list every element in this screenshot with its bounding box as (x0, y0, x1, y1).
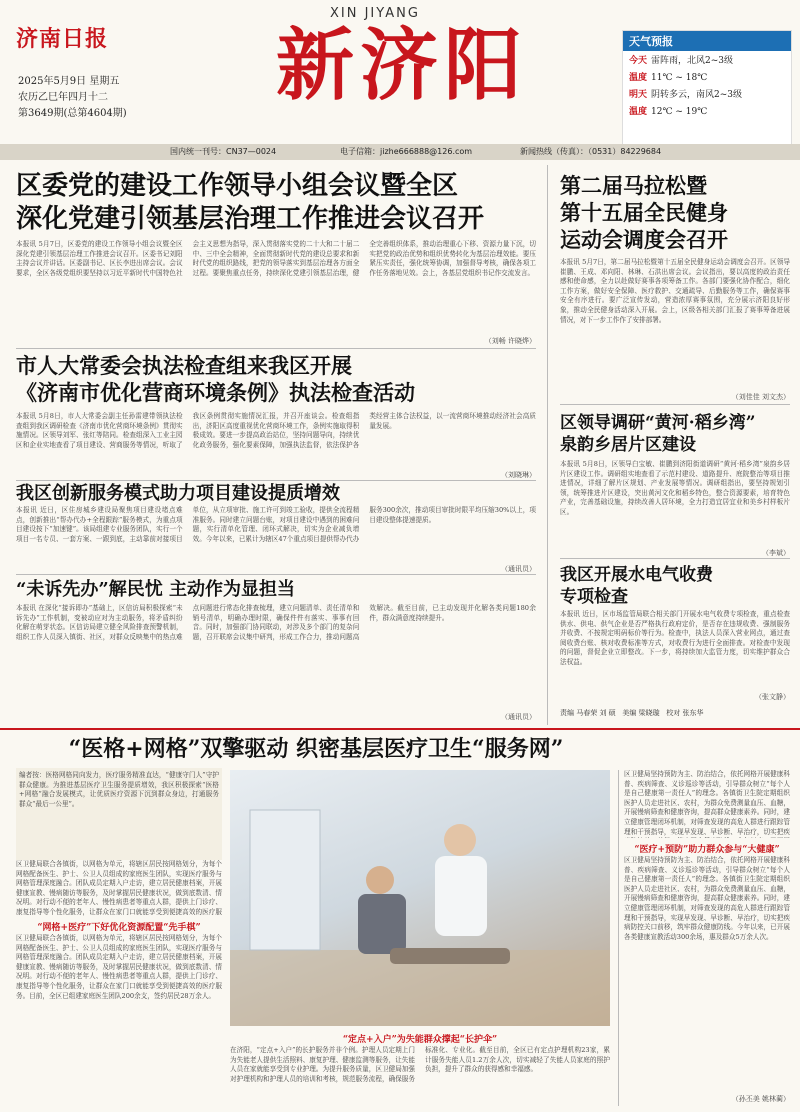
feature-body-left: 区卫健局联合各镇街，以网格为单元，将辖区居民按网格划分，为每个网格配备医生、护士、公卫人员组成的家庭医生团队，实现医疗服务与网格管理深度融合。团队成员定期入户走访，建立居民健康档案，开展健康宣教、慢病随访等服务，及时掌握居民健康状况，做到底数清、情况明。对行动不便的老年人、慢性病患者等重点人群，提供上门诊疗、康复指导等个性化服务，让群众在家门口就能享受到便捷高效的医疗服务。目前，全区已组建家庭医生团队200余支，签约居民28万余人。 (16, 934, 222, 1000)
sign-a8: （孙丕美 姚林蔺） (731, 1095, 790, 1103)
feature-body-right: 区卫健局坚持预防为主、防治结合，依托网格开展健康科普、疾病筛查、义诊巡诊等活动，引导群众树立“每个人是自己健康第一责任人”的理念。各镇街卫生院定期组织医护人员走进社区、农村，为群众免费测量血压、血糖，开展慢病筛查和健康咨询，提高群众健康素养。同时，建立健康管理闭环机制，对筛查发现的高危人群进行跟踪管理和干预指导，实现早发现、早诊断、早治疗，切实把疾病防控关口前移，筑牢群众健康防线。今年以来，已开展各类健康宣教活动300余场，惠及群众5万余人次。 (624, 856, 790, 941)
sign-a1: （刘畅 许晓烨） (484, 337, 536, 345)
sign-a7: （张文静） (755, 693, 790, 701)
weather-tomorrow: 明天 阴转多云，南风2~3级 (629, 90, 743, 100)
info-bar (0, 144, 800, 160)
editor-credits: 责编 马春荣 刘 硕 美编 梁晓璇 校对 张东华 (560, 709, 704, 717)
cn-number: 国内统一刊号：CN37—0024 (170, 147, 277, 156)
article-utility-fees: 本报讯 近日，区市场监管局联合相关部门开展水电气收费专项检查，重点检查供水、供电、供气企业是否严格执行政府定价，是否存在违规收费、强制服务并收费、不按规定明码标价等行为。检查中，执法人员深入营业网点，通过查阅收费台账、核对收费标准等方式，对收费行为进行全面排查。对检查中发现的问题，督促企业立即整改。下一步，将持续加大监管力度，切实维护群众合法权益。 (560, 610, 790, 666)
photo-illustration (230, 770, 610, 1026)
news-photo (230, 770, 610, 1026)
headline-rice-bay: 区领导调研“黄河·稻乡湾” 泉韵乡居片区建设 (560, 413, 756, 455)
divider (560, 558, 790, 559)
newspaper-logo: 济南日报 (16, 26, 109, 52)
weather-today: 今天 雷阵雨，北风2~3级 (629, 56, 734, 66)
divider (16, 480, 536, 481)
weather-heading: 天气预报 (623, 31, 791, 51)
headline-proactive-petition: “未诉先办”解民忧 主动作为显担当 (16, 579, 295, 600)
article-party-meeting: 本报讯 5月7日，区委党的建设工作领导小组会议暨全区深化党建引领基层治理工作推进会议召开。区委书记刘阳主持会议并讲话。区委副书记、区长李进出席会议。会议要求，全区各级党组织要坚持以习近平新时代中国特色社会主义思想为指导，深入贯彻落实党的二十大和二十届二中、三中全会精神，全面贯彻新时代党的建设总要求和新时代党的组织路线，把党的领导落实到基层治理各方面全过程。要聚焦重点任务，持续深化党建引领基层治理，健全完善组织体系，推动治理重心下移、资源力量下沉，切实把党的政治优势和组织优势转化为基层治理效能。要压紧压实责任，强化统筹协调，加强督导考核，确保各项工作任务落地见效。会上，各基层党组织书记作交流发言。 (16, 240, 536, 277)
subhead-prevention: “医疗+预防”助力群众参与“大健康” (634, 845, 780, 855)
sign-a5: （通讯员） (501, 565, 536, 573)
editor-note: 编者按：医格网格同向发力，医疗服务精准直达，“健康守门人”守护群众健康。为推进基层医疗卫生服务提质增效，我区积极探索“医格+网格”融合发展模式，让优质医疗资源下沉到群众身边，打通服务群众“最后一公里”。 (16, 768, 222, 860)
sign-a6: （通讯员） (501, 713, 536, 721)
headline-law-inspection: 市人大常委会执法检查组来我区开展 《济南市优化营商环境条例》执法检查活动 (16, 353, 415, 405)
weather-today-temp: 温度 11℃ ~ 18℃ (629, 73, 708, 83)
article-law-inspection: 本报讯 5月8日，市人大常委会副主任孙雷建带领执法检查组到我区调研检查《济南市优化营商环境条例》贯彻实施情况。区领导刘军、张红等陪同。检查组深入工业主园区和企业实地查看了项目建设、营商服务等情况，听取了我区条例贯彻实施情况汇报，并召开座谈会。检查组指出，济阳区高度重视优化营商环境工作，条例实施取得积极成效。要进一步提高政治站位，坚持问题导向，持续优化政务服务，强化要素保障，加强执法监督，依法保护各类经营主体合法权益，以一流营商环境推动经济社会高质量发展。 (16, 412, 536, 449)
sign-a3: （李斌） (762, 549, 790, 557)
article-marathon: 本报讯 5月7日，第二届马拉松暨第十五届全民健身运动会调度会召开。区领导崔鹏、王成、邓向阳、林琳、石洪出席会议。会议指出，要以高度的政治责任感和使命感，全力以赴做好赛事各项筹备工作。各部门要强化协作配合，细化工作方案，做好安全保障、医疗救护、交通疏导、后勤服务等工作，确保赛事安全有序进行。要广泛宣传发动，营造浓厚赛事氛围，充分展示济阳良好形象，推动全民健身活动深入开展。会上，区级各相关部门汇报了赛事筹备进展情况，对下一步工作作了安排部署。 (560, 258, 790, 324)
hotline: 新闻热线（传真）：（0531）84229684 (520, 147, 662, 156)
feature-body-mid: 在济阳，“定点+入户”的长护服务并非个例。护理人员定期上门为失能老人提供生活照料、康复护理、健康监测等服务，让失能人员在家就能享受到专业护理。为提升服务质量，区卫健局加强对护理机构和护理人员的培训和考核，规范服务流程，确保服务标准化、专业化。截至目前，全区已有定点护理机构23家，累计服务失能人员1.2万余人次，切实减轻了失能人员家庭的照护负担，提升了群众的获得感和幸福感。 (230, 1046, 610, 1083)
weather-box (622, 30, 792, 154)
lunar-date: 农历乙巳年四月十二 (18, 92, 108, 103)
masthead-pinyin: XIN JIYANG (330, 6, 420, 21)
divider (16, 348, 536, 349)
feature-body-right-top: 区卫健局坚持预防为主、防治结合，依托网格开展健康科普、疾病筛查、义诊巡诊等活动，引导群众树立“每个人是自己健康第一责任人”的理念。各镇街卫生院定期组织医护人员走进社区、农村，为群众免费测量血压、血糖，开展慢病筛查和健康咨询，提高群众健康素养。同时，建立健康管理闭环机制，对筛查发现的高危人群进行跟踪管理和干预指导，实现早发现、早诊断、早治疗，切实把疾 (624, 770, 790, 836)
sign-a4: （刘佳佳 刘文杰） (731, 393, 790, 401)
divider (560, 404, 790, 405)
subhead-long-term-care: “定点+入户”为失能群众撑起“长护伞” (342, 1035, 498, 1045)
date-box (18, 74, 223, 122)
masthead-title: 新济阳 (275, 20, 528, 111)
article-service-mode: 本报讯 近日，区住房城乡建设局聚焦项目建设堵点难点，创新推出“帮办代办+全程跟踪”服务模式，为重点项目建设按下“加速键”。该局组建专业服务团队，实行一个项目一名专员、一套方案、一跟到底，主动靠前对接项目单位，从立项审批、施工许可到竣工验收，提供全流程精准服务。同时建立问题台账，对项目建设中遇到的困难问题，实行清单化管理、闭环式解决，切实为企业减负增效。今年以来，已累计为辖区47个重点项目提供帮办代办服务300余次，推动项目审批时限平均压缩30%以上，项目建设整体提速提质。 (16, 506, 536, 543)
headline-party-meeting: 区委党的建设工作领导小组会议暨全区 深化党建引领基层治理工作推进会议召开 (16, 171, 485, 234)
headline-marathon: 第二届马拉松暨 第十五届全民健身 运动会调度会召开 (560, 173, 728, 252)
feature-body-a: 区卫健局联合各镇街，以网格为单元，将辖区居民按网格划分，为每个网格配备医生、护士、公卫人员组成的家庭医生团队，实现医疗服务与网格管理深度融合。团队成员定期入户走访，建立居民健康档案，开展健康宣教、慢病随访等服务，及时掌握居民健康状况，做到底数清、情况明。对行动不便的老年人、慢性病患者等重点人群，提供上门诊疗、康复指导等个性化服务，让群众在家门口就能享受到便捷高效的医疗服 (16, 860, 222, 916)
headline-service-mode: 我区创新服务模式助力项目建设提质增效 (16, 483, 340, 504)
issue-number: 第3649期(总第4604期) (18, 108, 127, 119)
issue-date: 2025年5月9日 星期五 (18, 76, 120, 87)
divider (16, 574, 536, 575)
article-proactive-petition: 本报讯 在深化“接诉即办”基础上，区信访局积极探索“未诉先办”工作机制，变被动应对为主动服务，将矛盾纠纷化解在萌芽状态。区信访局建立健全风险排查预警机制，组织工作人员深入镇街、社区，对群众反映集中的热点难点问题进行常态化排查梳理，建立问题清单、责任清单和销号清单，明确办理时限，确保件件有落实、事事有回音。同时，加强部门协同联动，对涉及多个部门的复杂问题，召开联席会议集中研判，形成工作合力，推动问题高效解决。截至目前，已主动发现并化解各类问题180余件，群众满意度持续提升。 (16, 604, 536, 641)
article-rice-bay: 本报讯 5月8日，区领导白宝敏、崔鹏到济阳街道调研“黄河·稻乡湾”泉韵乡居片区建设工作。调研组实地查看了示范村建设、道路提升、庭院整治等项目推进情况，详细了解片区规划、产业发展等情况。调研组指出，要坚持规划引领，统筹推进片区建设，突出黄河文化和稻乡特色，整合资源要素，培育特色产业，完善基础设施，持续改善人居环境，全力打造宜居宜业和美乡村样板片区。 (560, 460, 790, 516)
subhead-grid-medical: “网格+医疗”下好优化资源配置“先手棋” (37, 923, 201, 933)
feature-rule (0, 728, 800, 730)
headline-utility-fees: 我区开展水电气收费 专项检查 (560, 565, 713, 607)
column-divider (547, 165, 548, 725)
email: 电子信箱：jizhe666888@126.com (340, 147, 473, 156)
sign-a2: （刘晓琳） (501, 471, 536, 479)
headline-medical-grid: “医格+网格”双擎驱动 织密基层医疗卫生“服务网” (68, 736, 564, 762)
weather-tomorrow-temp: 温度 12℃ ~ 19℃ (629, 107, 708, 117)
column-divider (618, 770, 619, 1106)
